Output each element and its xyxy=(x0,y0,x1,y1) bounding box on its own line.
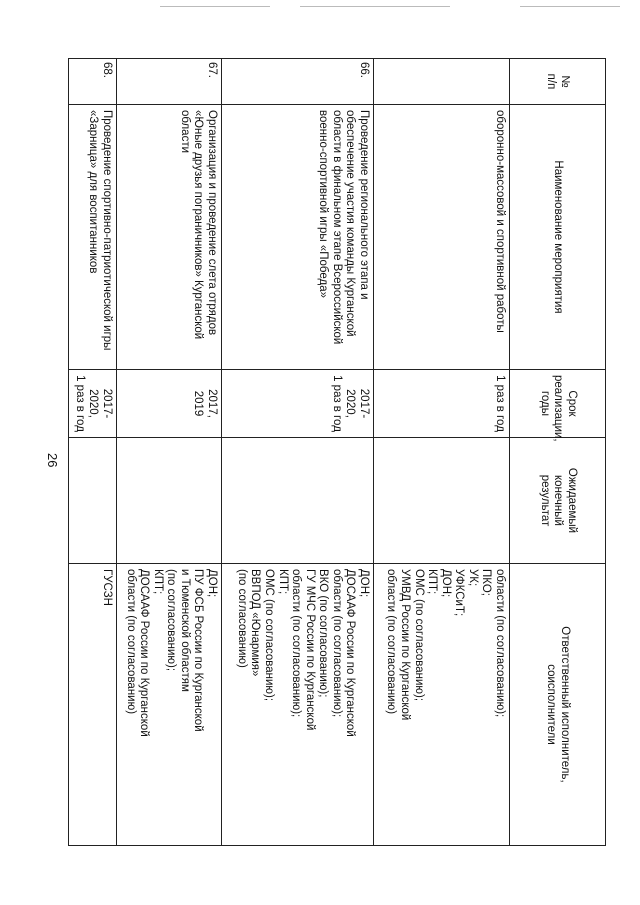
row-result xyxy=(222,438,374,564)
row-number: 68. xyxy=(69,59,117,105)
row-result xyxy=(117,438,222,564)
row-name: оборонно-массовой и спортивной работы xyxy=(374,105,510,370)
row-name: Проведение регионального этапа и обеспечение участия команды Курганской области в финальном этапе Всероссийской военно-спортивной игры «Победа» xyxy=(222,105,374,370)
row-term: 1 раз в год xyxy=(374,370,510,438)
table-header-row xyxy=(510,59,606,846)
row-executors: ДОН; ПУ ФСБ России по Курганской и Тюменской областям (по согласованию); КПТ; ДОСААФ России по Курганской области (по согласованию) xyxy=(117,564,222,846)
row-number: 67. xyxy=(117,59,222,105)
scan-edge-line-left xyxy=(160,6,270,7)
row-executors: ГУСЗН xyxy=(69,564,117,846)
row-term: 2017-2020, 1 раз в год xyxy=(69,370,117,438)
table-row xyxy=(222,59,374,846)
row-term: 2017, 2019 xyxy=(117,370,222,438)
row-result xyxy=(69,438,117,564)
scan-edge-line-right xyxy=(520,6,620,7)
row-result xyxy=(374,438,510,564)
scan-edge-line-mid xyxy=(300,6,450,7)
row-name: Организация и проведение слета отрядов «Юные друзья пограничников» Курганской области xyxy=(117,105,222,370)
table-row xyxy=(374,59,510,846)
row-name: Проведение спортивно-патриотической игры «Зарница» для воспитанников xyxy=(69,105,117,370)
page-number: 26 xyxy=(45,453,60,468)
table-row xyxy=(69,59,117,846)
measures-table-wrapper xyxy=(73,58,606,845)
row-executors: области (по согласованию); ПКО; УК; УФКСиТ; ДОН; КПТ; ОМС (по согласованию); УМВД России по Курганской области (по согласованию) xyxy=(374,564,510,846)
header-exec: Ответственный исполнитель, соисполнители xyxy=(510,564,606,846)
header-name: Наименование мероприятия xyxy=(510,105,606,370)
row-term: 2017-2020, 1 раз в год xyxy=(222,370,374,438)
header-term: Срок реализации, годы xyxy=(510,370,606,438)
row-number xyxy=(374,59,510,105)
row-number: 66. xyxy=(222,59,374,105)
row-executors: ДОН; ДОСААФ России по Курганской области (по согласованию); ВКО (по согласованию); ГУ МЧС России по Курганской области (по согласованию); КПТ; ОМС (по согласованию); ВВПОД «Юнармия» (по согласованию) xyxy=(222,564,374,846)
header-result: Ожидаемый конечный результат xyxy=(510,438,606,564)
measures-table xyxy=(68,58,606,846)
table-row xyxy=(117,59,222,846)
header-num: № п/п xyxy=(510,59,606,105)
